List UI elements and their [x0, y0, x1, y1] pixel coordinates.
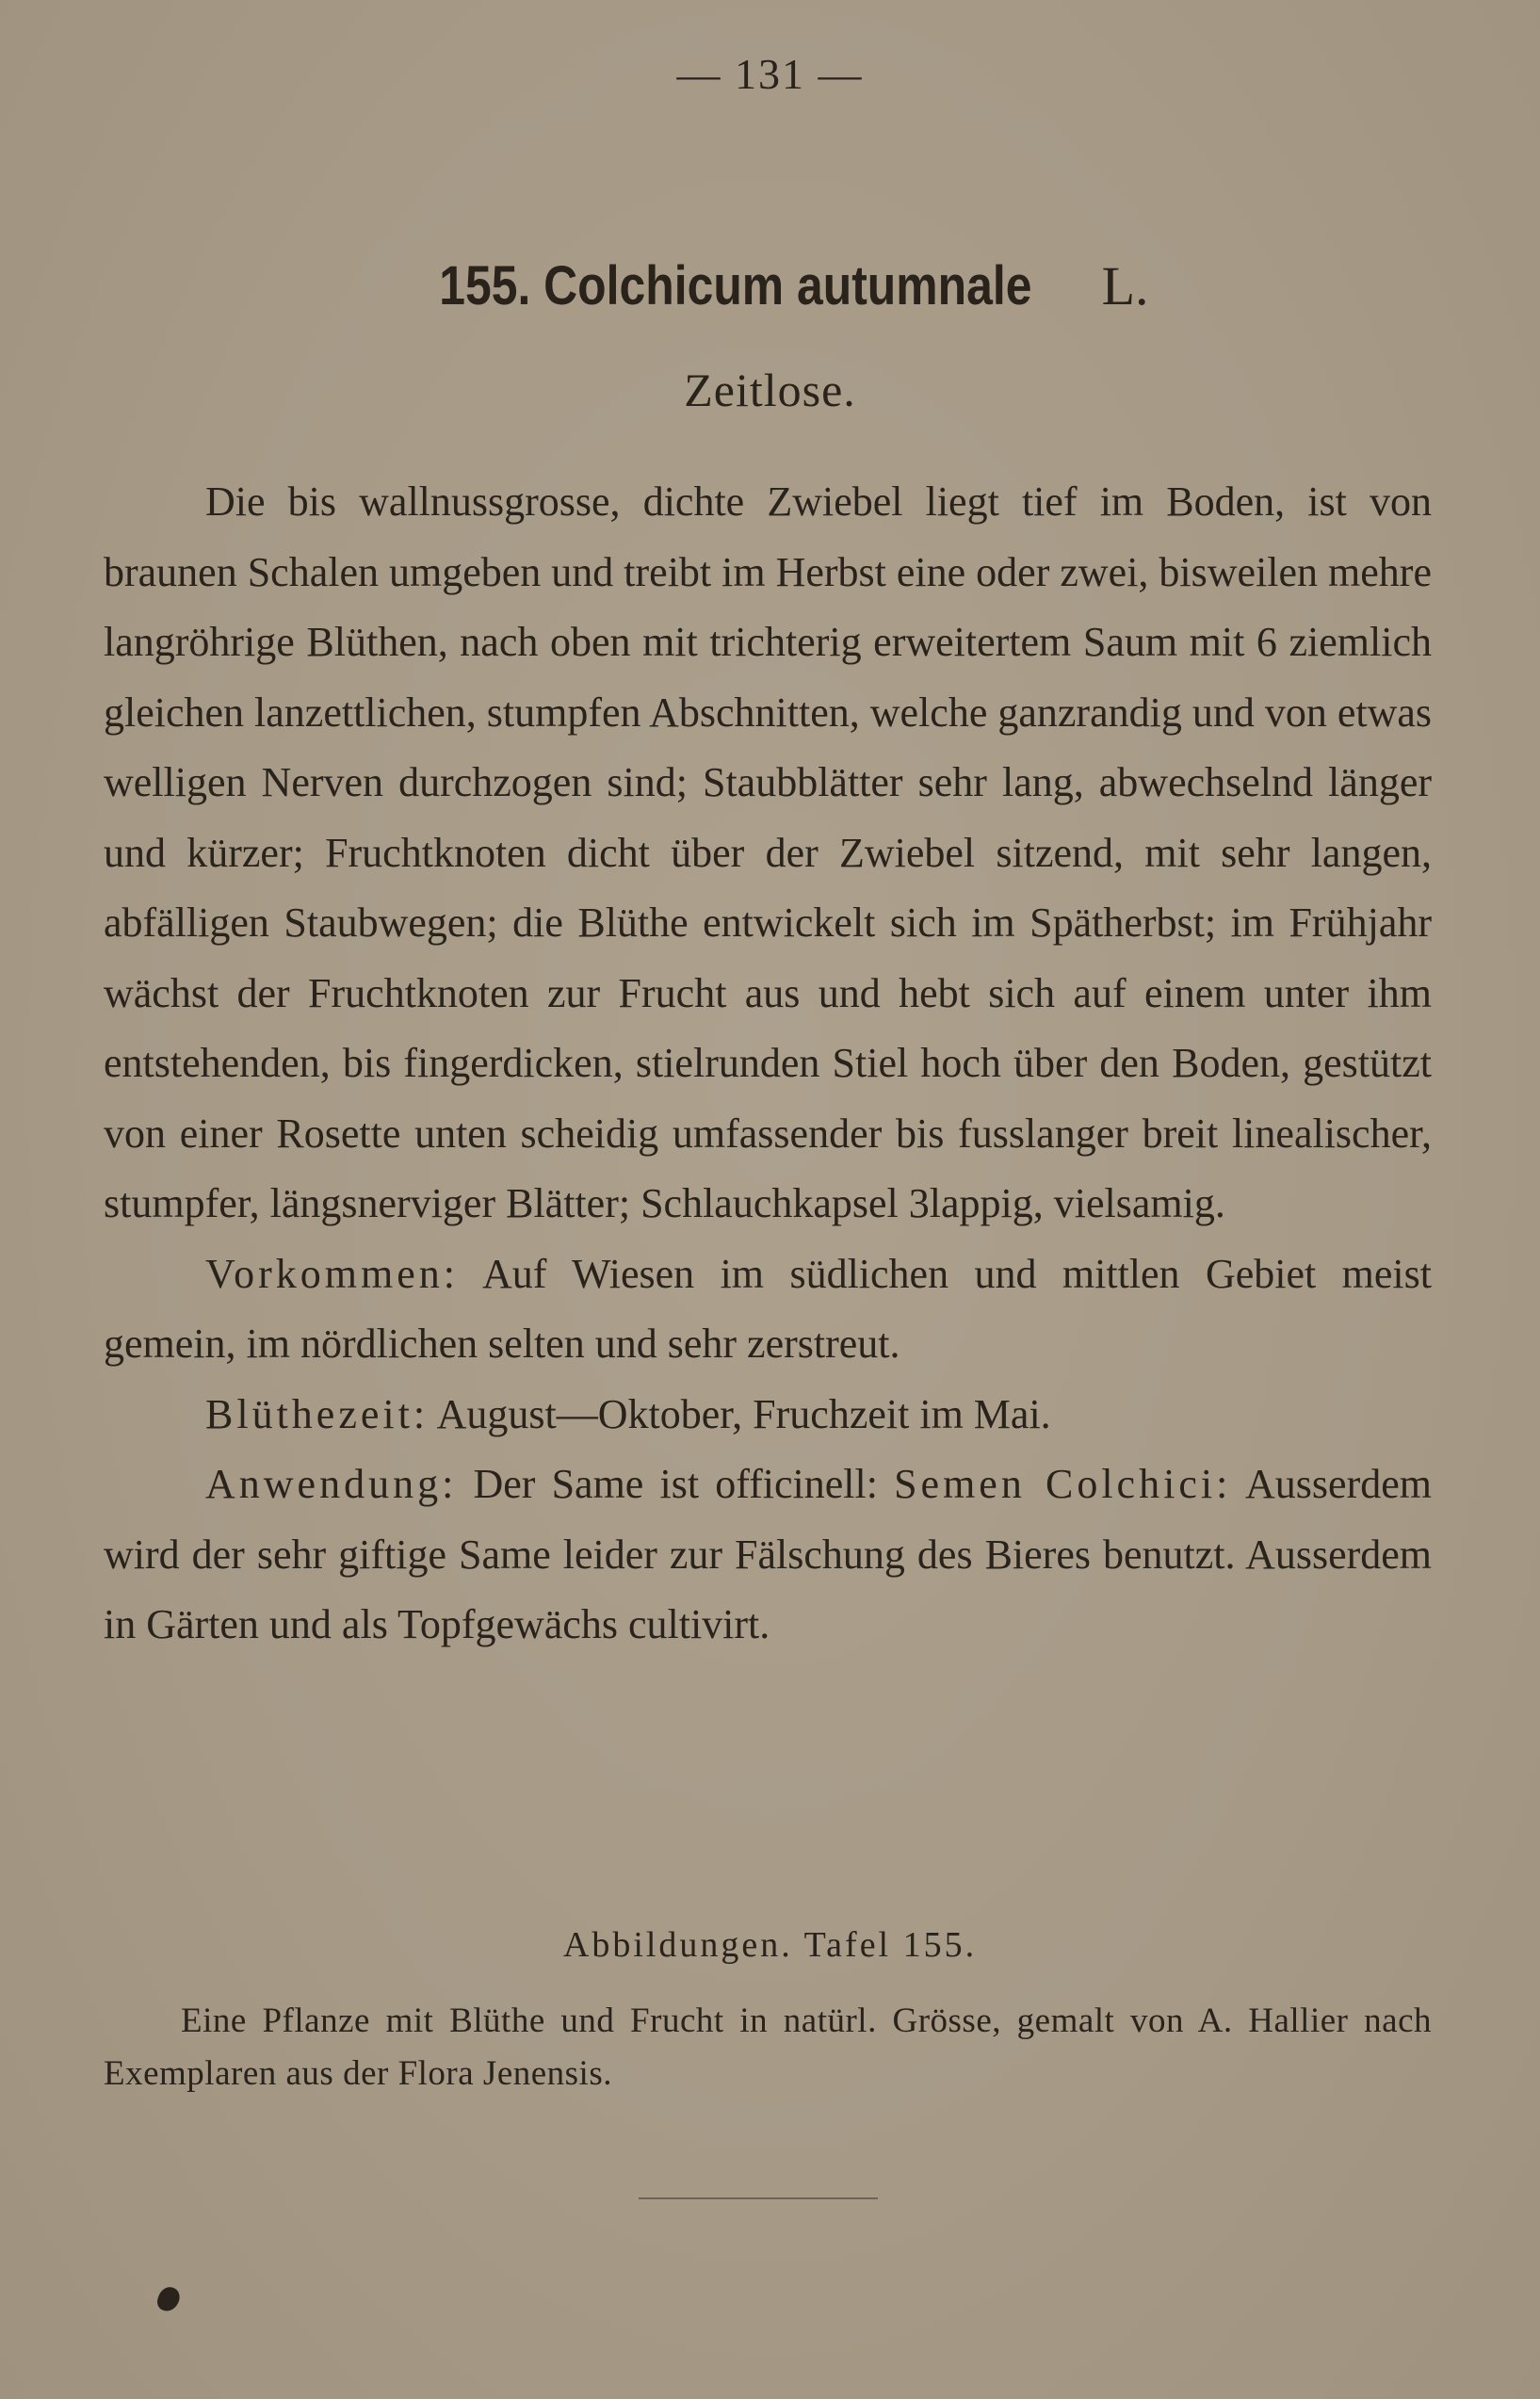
common-name: Zeitlose. — [684, 364, 856, 416]
end-rule — [639, 2197, 878, 2199]
species-author: L. — [1101, 255, 1149, 316]
figures-caption-text: Eine Pflanze mit Blüthe und Frucht in natürl. Grösse, gemalt von A. Hallier nach Exemplaren aus der Flora Jenensis. — [104, 2002, 1432, 2093]
occurrence-label: Vorkommen: — [205, 1250, 459, 1297]
drug-name: Semen Colchici: — [894, 1461, 1232, 1507]
species-name: 155. Colchicum autumnale — [439, 255, 1032, 316]
occurrence-paragraph — [104, 1240, 1432, 1380]
ink-spot — [154, 2284, 183, 2314]
species-title — [0, 254, 1540, 317]
use-label: Anwendung: — [205, 1461, 458, 1507]
body-text — [104, 467, 1432, 1661]
flowering-label: Blüthezeit: — [205, 1390, 430, 1437]
flowering-text: August—Oktober, Fruchzeit im Mai. — [436, 1390, 1051, 1437]
use-text-after: Ausserdem wird der sehr giftige Same leider zur Fälschung des Bieres benutzt. Ausserdem in Gärten und als Topfgewächs cultivirt. — [104, 1461, 1432, 1647]
figures-caption — [104, 1995, 1432, 2100]
description-paragraph: Die bis wallnussgrosse, dichte Zwiebel liegt tief im Boden, ist von braunen Schalen umgeben und treibt im Herbst eine oder zwei, bisweilen mehre langröhrige Blüthen, nach oben mit trichterig erweitertem Saum mit 6 ziemlich gleichen lanzettlichen, stumpfen Abschnitten, welche ganzrandig und von etwas welligen Nerven durchzogen sind; Staubblätter sehr lang, abwechselnd länger und kürzer; Fruchtknoten dicht über der Zwiebel sitzend, mit sehr langen, abfälligen Staubwegen; die Blüthe entwickelt sich im Spätherbst; im Frühjahr wächst der Fruchtknoten zur Frucht aus und hebt sich auf einem unter ihm entstehenden, bis fingerdicken, stielrunden Stiel hoch über den Boden, gestützt von einer Rosette unten scheidig umfassender bis fusslanger breit linealischer, stumpfer, längsnerviger Blätter; Schlauchkapsel 3lappig, vielsamig. — [104, 478, 1432, 1226]
occurrence-text: Auf Wiesen im südlichen und mittlen Gebiet meist gemein, im nördlichen selten und sehr zerstreut. — [104, 1250, 1432, 1367]
flowering-paragraph — [104, 1380, 1432, 1451]
figures-heading: Abbildungen. Tafel 155. — [562, 1925, 978, 1965]
page-number: — 131 — — [676, 50, 864, 98]
use-text-before: Der Same ist officinell: — [473, 1461, 878, 1507]
use-paragraph — [104, 1450, 1432, 1661]
